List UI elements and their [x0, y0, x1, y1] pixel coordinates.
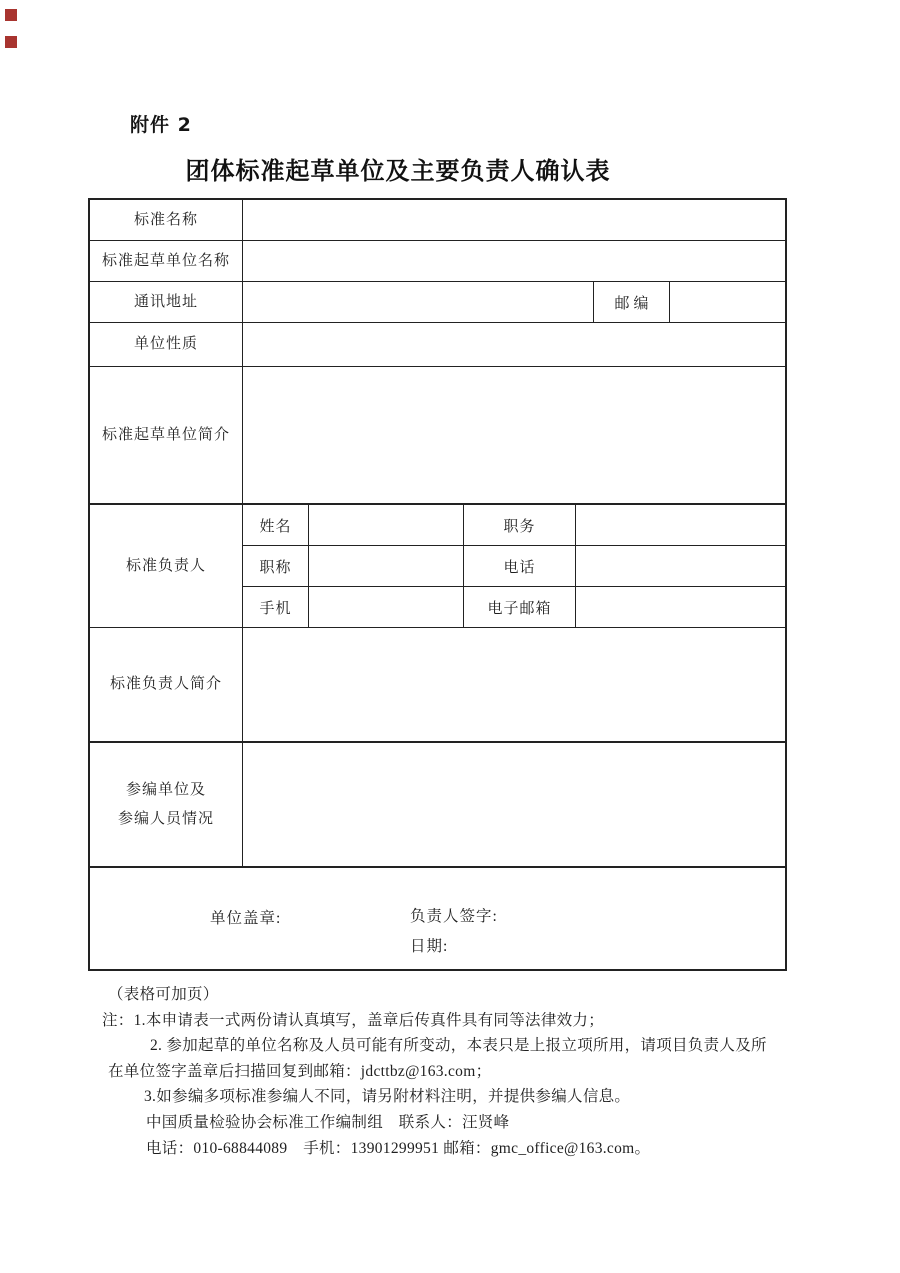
- leader-subtable: [243, 505, 785, 627]
- leader-profile-label: 标准负责人简介: [90, 628, 243, 741]
- leader-email-value-cell: [576, 587, 785, 627]
- note-2: 2. 参加起草的单位名称及人员可能有所变动，本表只是上报立项所用，请项目负责人及所: [150, 1037, 767, 1055]
- note-2-continued: 在单位签字盖章后扫描回复到邮箱：jdcttbz@163.com；: [108, 1062, 492, 1080]
- unit-nature-value-cell: [243, 323, 785, 366]
- date-label: 日期:: [410, 938, 449, 955]
- contact-info: 电话：010-68844089 手机：13901299951 邮箱：gmc_office@163.com。: [146, 1139, 651, 1157]
- address-value-cell: [243, 282, 594, 322]
- row-leader-profile: [90, 627, 785, 741]
- leader-position-label: 职务: [464, 505, 576, 545]
- participants-value-cell: [243, 743, 785, 866]
- attachment-label: 附件 2: [130, 114, 192, 136]
- leader-label: 标准负责人: [90, 505, 243, 627]
- participants-label-line1: 参编单位及: [125, 781, 206, 798]
- address-label: 通讯地址: [90, 282, 243, 322]
- standard-name-value-cell: [243, 200, 785, 240]
- leader-email-label: 电子邮箱: [464, 587, 576, 627]
- row-leader: [90, 503, 785, 627]
- participants-label-line2: 参编人员情况: [117, 810, 214, 827]
- extra-page-note: （表格可加页）: [108, 986, 219, 1003]
- form-table: [88, 198, 787, 971]
- leader-phone-label: 电话: [464, 546, 576, 586]
- unit-profile-value-cell: [243, 367, 785, 503]
- leader-name-label: 姓名: [243, 505, 309, 545]
- broken-image-marker-icon: [5, 9, 17, 21]
- leader-profile-value-cell: [243, 628, 785, 741]
- footnotes: [102, 982, 767, 1161]
- row-participants: [90, 741, 785, 866]
- leader-row-name: [243, 505, 785, 545]
- standard-name-label: 标准名称: [90, 200, 243, 240]
- row-standard-name: [90, 200, 785, 240]
- leader-title-label: 职称: [243, 546, 309, 586]
- postcode-value-cell: [670, 282, 785, 322]
- row-signature: [90, 866, 785, 969]
- row-drafting-unit: [90, 240, 785, 281]
- leader-name-value-cell: [309, 505, 464, 545]
- drafting-unit-label: 标准起草单位名称: [90, 241, 243, 281]
- postcode-label: 邮编: [594, 282, 670, 322]
- leader-signature-label: 负责人签字:: [410, 908, 498, 925]
- contact-organization: 中国质量检验协会标准工作编制组 联系人：汪贤峰: [146, 1113, 510, 1131]
- row-unit-nature: [90, 322, 785, 366]
- leader-title-value-cell: [309, 546, 464, 586]
- leader-phone-value-cell: [576, 546, 785, 586]
- leader-row-title: [243, 545, 785, 586]
- leader-position-value-cell: [576, 505, 785, 545]
- page-title: 团体标准起草单位及主要负责人确认表: [185, 159, 611, 185]
- row-unit-profile: [90, 366, 785, 503]
- leader-row-mobile: [243, 586, 785, 627]
- leader-mobile-value-cell: [309, 587, 464, 627]
- note-1: 注：1.本申请表一式两份请认真填写，盖章后传真件具有同等法律效力；: [102, 1011, 605, 1029]
- note-3: 3.如参编多项标准参编人不同，请另附材料注明，并提供参编人信息。: [144, 1088, 631, 1106]
- leader-mobile-label: 手机: [243, 587, 309, 627]
- broken-image-marker-icon: [5, 36, 17, 48]
- drafting-unit-value-cell: [243, 241, 785, 281]
- unit-nature-label: 单位性质: [90, 323, 243, 366]
- participants-label: [90, 743, 243, 866]
- signature-block: [410, 902, 498, 962]
- unit-seal-label: 单位盖章:: [210, 910, 282, 927]
- unit-profile-label: 标准起草单位简介: [90, 367, 243, 503]
- row-address: [90, 281, 785, 322]
